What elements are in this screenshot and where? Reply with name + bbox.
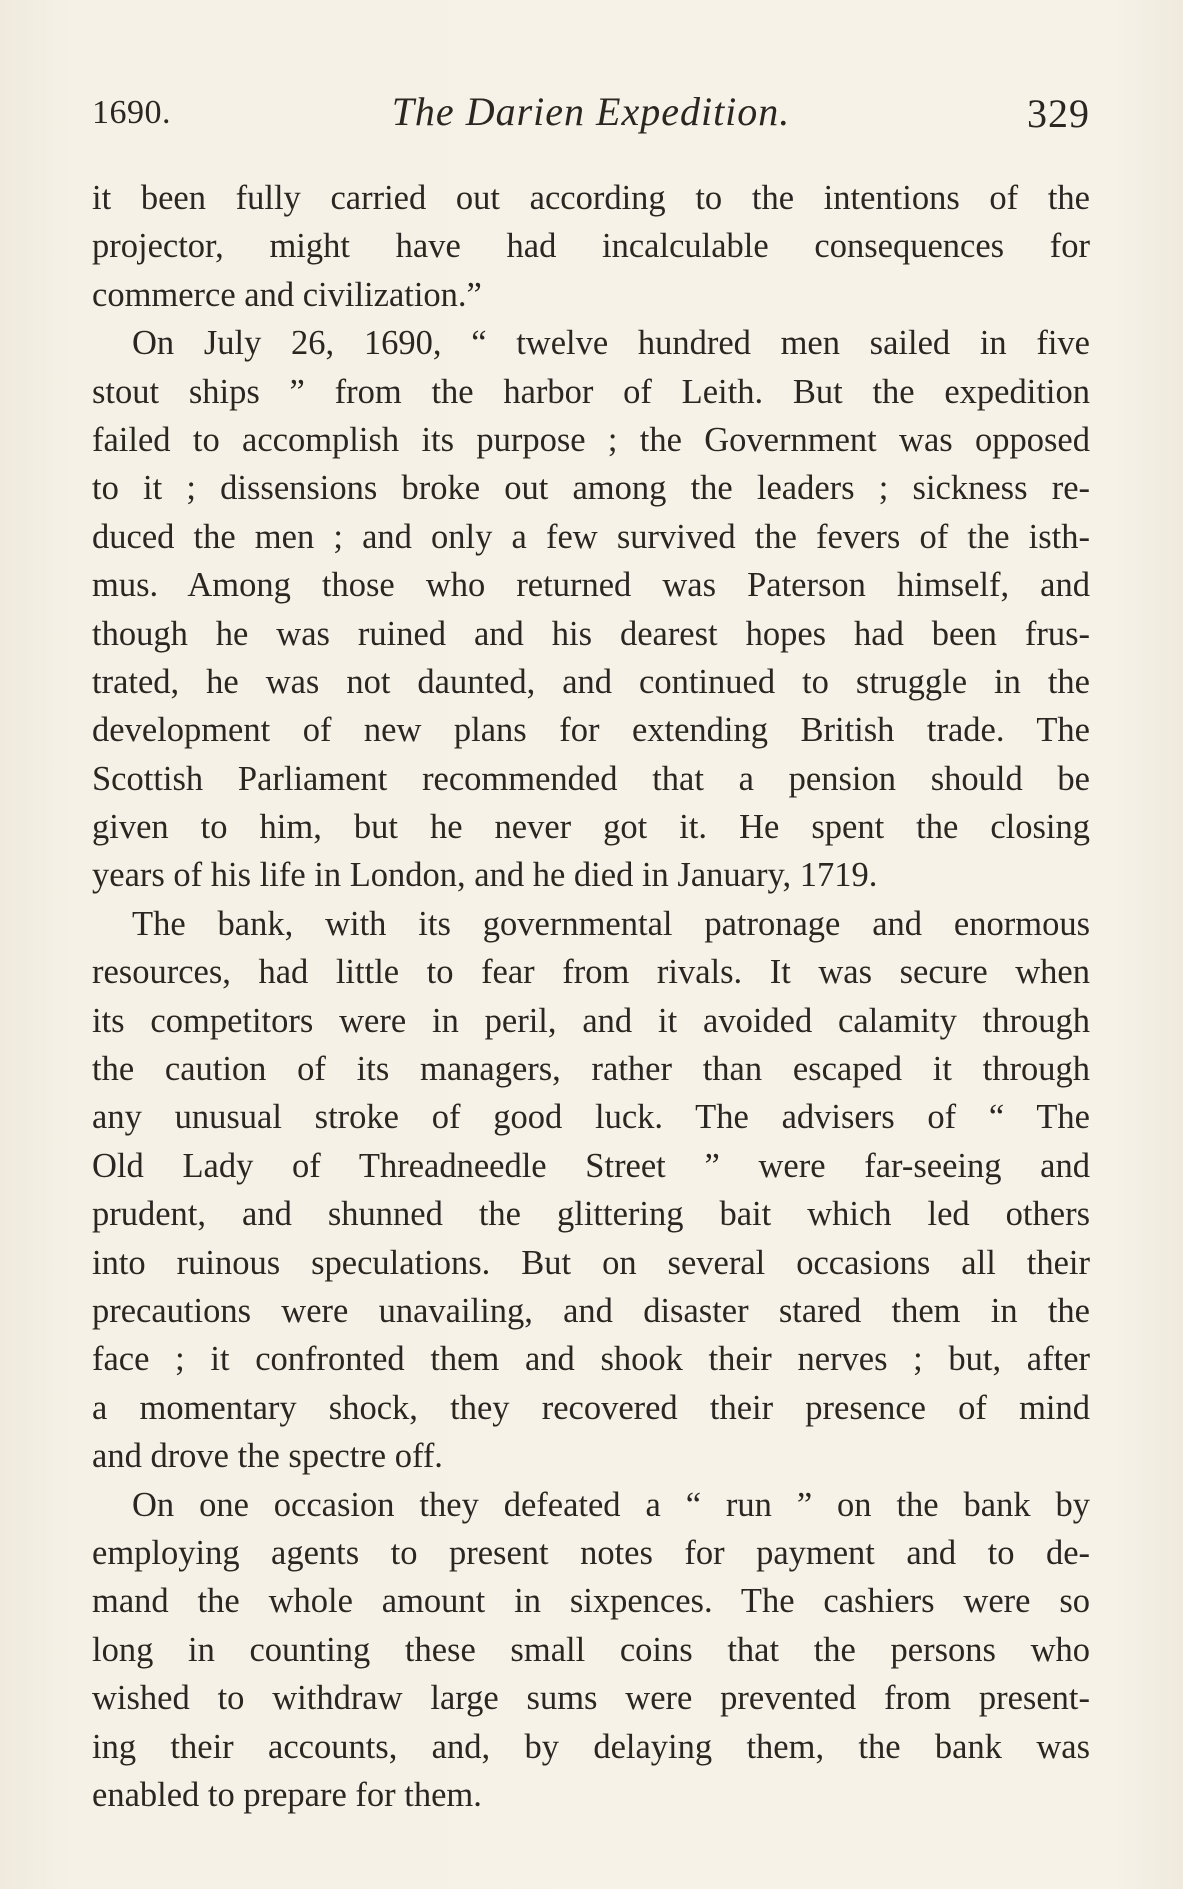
text-line: trated, he was not daunted, and continued to struggle in the: [92, 662, 1090, 701]
text-line: years of his life in London, and he died in January, 1719.: [92, 856, 878, 895]
running-head: [92, 88, 1090, 138]
text-line: duced the men ; and only a few survived the fevers of the isth-: [92, 517, 1090, 556]
text-line: mus. Among those who returned was Paterson himself, and: [92, 566, 1090, 605]
text-line: projector, might have had incalculable consequences for: [92, 227, 1090, 266]
text-line: employing agents to present notes for payment and to de-: [92, 1533, 1090, 1572]
text-line: precautions were unavailing, and disaster stared them in the: [92, 1291, 1090, 1330]
text-line: though he was ruined and his dearest hopes had been frus-: [92, 614, 1090, 653]
text-line: On one occasion they defeated a “ run ” on the bank by: [132, 1485, 1090, 1524]
text-line: ing their accounts, and, by delaying them, the bank was: [92, 1727, 1090, 1766]
text-line: the caution of its managers, rather than escaped it through: [92, 1050, 1090, 1089]
text-line: prudent, and shunned the glittering bait which led others: [92, 1195, 1090, 1234]
text-line: its competitors were in peril, and it avoided calamity through: [92, 1001, 1090, 1040]
text-line: The bank, with its governmental patronage and enormous: [132, 904, 1090, 943]
text-line: it been fully carried out according to the intentions of the: [92, 179, 1090, 217]
text-line: Old Lady of Threadneedle Street ” were far-seeing and: [92, 1146, 1090, 1185]
text-line: mand the whole amount in sixpences. The cashiers were so: [92, 1582, 1090, 1621]
text-line: face ; it confronted them and shook their nerves ; but, after: [92, 1340, 1090, 1379]
page-number: 329: [1027, 91, 1090, 136]
running-head-title: The Darien Expedition.: [391, 89, 791, 134]
text-line: wished to withdraw large sums were prevented from present-: [92, 1679, 1090, 1718]
text-line: Scottish Parliament recommended that a pension should be: [92, 759, 1090, 798]
text-line: On July 26, 1690, “ twelve hundred men sailed in five: [132, 324, 1090, 363]
running-head-year: 1690.: [92, 94, 171, 131]
text-line: any unusual stroke of good luck. The advisers of “ The: [92, 1098, 1090, 1137]
body-text: [92, 174, 1090, 1819]
text-line: commerce and civilization.”: [92, 275, 482, 314]
text-line: enabled to prepare for them.: [92, 1775, 482, 1814]
text-line: given to him, but he never got it. He spent the closing: [92, 808, 1090, 847]
text-line: and drove the spectre off.: [92, 1437, 443, 1476]
text-line: to it ; dissensions broke out among the leaders ; sickness re-: [92, 469, 1090, 508]
text-line: into ruinous speculations. But on several occasions all their: [92, 1243, 1090, 1282]
text-line: resources, had little to fear from rivals. It was secure when: [92, 953, 1090, 992]
text-line: development of new plans for extending British trade. The: [92, 711, 1090, 750]
text-line: a momentary shock, they recovered their presence of mind: [92, 1388, 1090, 1427]
text-line: failed to accomplish its purpose ; the Government was opposed: [92, 420, 1090, 459]
text-line: stout ships ” from the harbor of Leith. But the expedition: [92, 372, 1090, 411]
text-line: long in counting these small coins that the persons who: [92, 1630, 1090, 1669]
